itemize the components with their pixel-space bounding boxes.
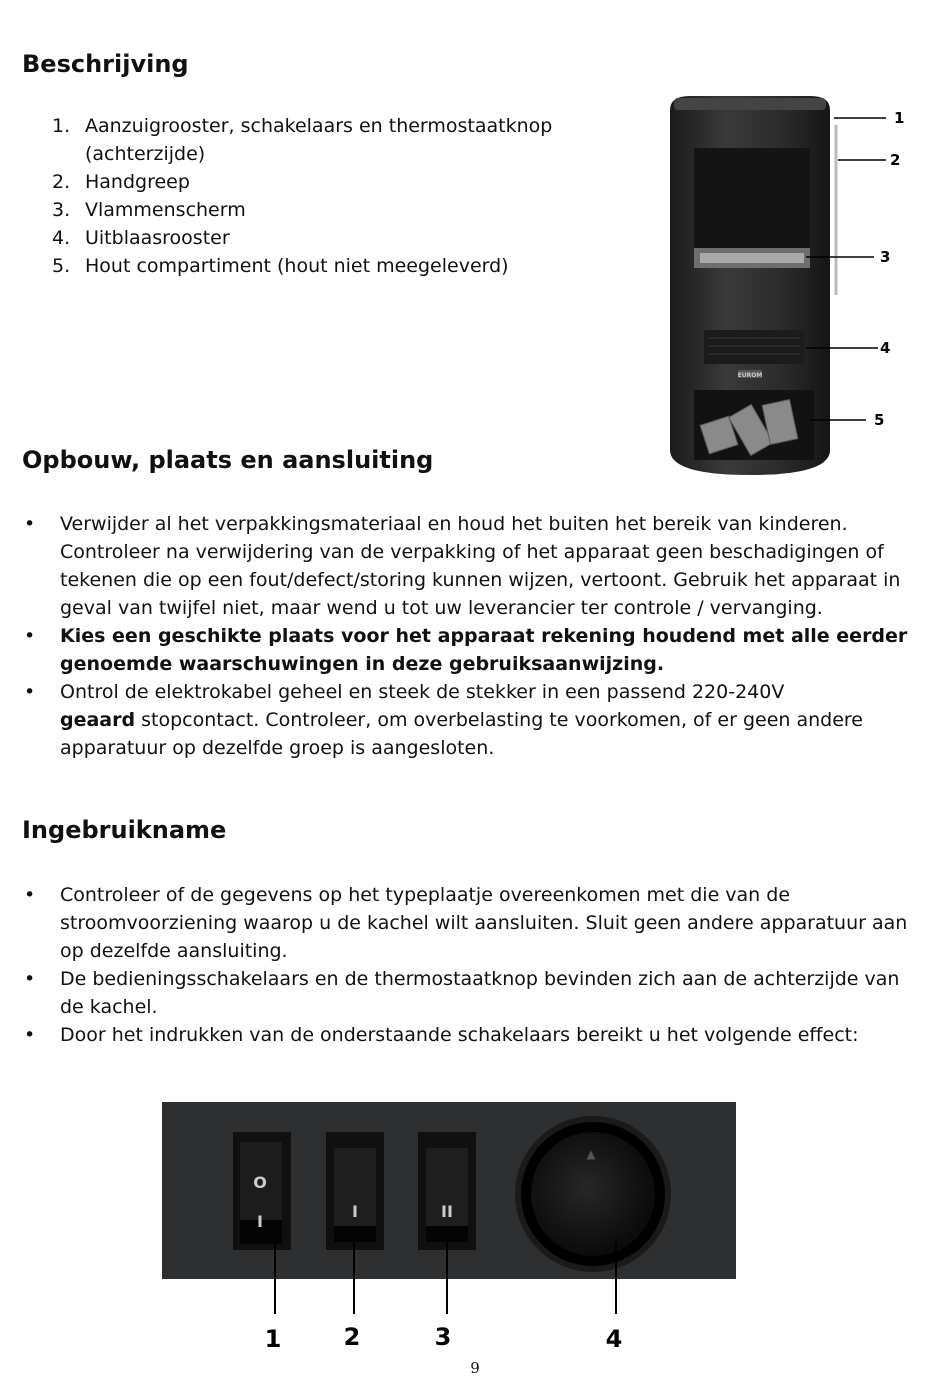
- usage-list: [22, 881, 917, 1049]
- brand-label: EUROM: [737, 372, 763, 379]
- list-item: 4. Uitblaasrooster: [52, 227, 230, 249]
- heading-usage: Ingebruikname: [22, 816, 227, 844]
- switch-1: [233, 1132, 291, 1250]
- callout-1: 1: [894, 109, 905, 127]
- switch-callout-4: 4: [605, 1325, 623, 1353]
- callout-4: 4: [880, 339, 891, 357]
- fire-window: [694, 148, 810, 248]
- switch-1-on-symbol: I: [257, 1212, 263, 1231]
- callout-3: 3: [880, 248, 891, 266]
- list-item: • Kies een geschikte plaats voor het apparaat rekening houdend met alle eerder genoemde waarschuwingen in deze gebruiksaanwijzing.: [22, 622, 917, 678]
- heading-setup: Opbouw, plaats en aansluiting: [22, 446, 434, 474]
- callout-5: 5: [874, 411, 885, 429]
- list-item: 5. Hout compartiment (hout niet meegeleverd): [52, 255, 509, 277]
- heading-description: Beschrijving: [22, 50, 189, 78]
- switch-panel-figure: [160, 1102, 740, 1357]
- list-item: 2. Handgreep: [52, 171, 190, 193]
- list-item: • Controleer of de gegevens op het typeplaatje overeenkomen met die van de stroomvoorziening waarop u de kachel wilt aansluiten. Sluit geen andere apparatuur aan op dezelfde aansluiting.: [22, 881, 917, 965]
- switch-2: [326, 1132, 384, 1250]
- setup-list: [22, 510, 917, 762]
- switch-2-symbol: I: [352, 1202, 358, 1221]
- callout-2: 2: [890, 151, 901, 169]
- flame-screen-inner: [700, 253, 804, 263]
- switch-callout-1: 1: [264, 1325, 282, 1353]
- switch-callout-3: 3: [434, 1323, 452, 1351]
- switch-3-symbol: II: [441, 1202, 453, 1221]
- knob-indicator-icon: ▲: [586, 1147, 596, 1161]
- list-item: • De bedieningsschakelaars en de thermostaatknop bevinden zich aan de achterzijde van de kachel.: [22, 965, 917, 1021]
- list-item: 1. Aanzuigrooster, schakelaars en thermostaatknop (achterzijde): [52, 115, 553, 165]
- stove-top: [674, 98, 826, 110]
- stove-figure: [660, 90, 920, 480]
- list-item: • Verwijder al het verpakkingsmateriaal en houd het buiten het bereik van kinderen. Controleer na verwijdering van de verpakking of het apparaat geen beschadigingen of tekenen die op een fout/defect/storing kunnen wijzen, vertoont. Gebruik het apparaat in geval van twijfel niet, maar wend u tot uw leverancier ter controle / vervanging.: [22, 510, 917, 622]
- list-item: 3. Vlammenscherm: [52, 199, 246, 221]
- switch-callout-2: 2: [343, 1323, 361, 1351]
- description-list: [52, 112, 632, 280]
- thermostat-knob: [515, 1116, 671, 1272]
- switch-3: [418, 1132, 476, 1250]
- list-item: • Door het indrukken van de onderstaande schakelaars bereikt u het volgende effect:: [22, 1021, 917, 1049]
- list-item: • Ontrol de elektrokabel geheel en steek de stekker in een passend 220-240V geaard stopcontact. Controleer, om overbelasting te voorkomen, of er geen andere apparatuur op dezelfde groep is aangesloten.: [22, 678, 917, 762]
- page-number: 9: [470, 1359, 480, 1377]
- outlet-grille: [704, 330, 804, 364]
- switch-1-off-symbol: O: [253, 1173, 267, 1192]
